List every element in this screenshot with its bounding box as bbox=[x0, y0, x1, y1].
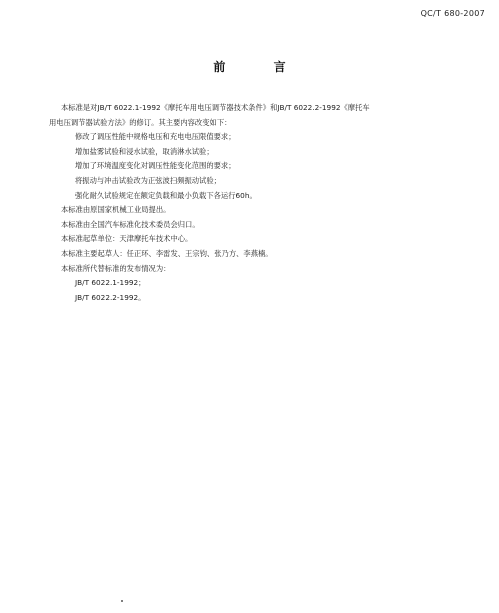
proposer-statement: 本标准由原国家机械工业局提出。 bbox=[61, 205, 171, 215]
history-item-1: JB/T 6022.1-1992； bbox=[75, 278, 146, 288]
foreword-body bbox=[49, 101, 469, 305]
history-intro: 本标准所代替标准的发布情况为： bbox=[61, 263, 171, 273]
change-item-2: 增加盐雾试验和浸水试验，取消淋水试验； bbox=[75, 146, 214, 156]
centralizer-statement: 本标准由全国汽车标准化技术委员会归口。 bbox=[61, 219, 200, 229]
change-item-3: 增加了环境温度变化对调压性能变化范围的要求； bbox=[75, 161, 236, 171]
change-item-5: 强化耐久试验规定在额定负载和最小负载下各运行60h。 bbox=[75, 190, 257, 200]
page-title: 前 言 bbox=[213, 60, 308, 74]
drafters-statement: 本标准主要起草人：任正环、李雷发、王宗钧、张乃方、李燕楠。 bbox=[61, 248, 273, 258]
intro-line-1: 本标准是对JB/T 6022.1-1992《摩托车用电压调节器技术条件》和JB/T 6022.2-1992《摩托车 bbox=[61, 103, 370, 112]
intro-line-2: 用电压调节器试验方法》的修订。其主要内容改变如下： bbox=[49, 117, 232, 127]
history-item-2: JB/T 6022.2-1992。 bbox=[75, 292, 146, 302]
change-item-1: 修改了调压性能中规格电压和充电电压限值要求； bbox=[75, 132, 236, 142]
drafting-unit-statement: 本标准起草单位：天津摩托车技术中心。 bbox=[61, 234, 193, 244]
standard-code: QC/T 680-2007 bbox=[420, 9, 485, 18]
change-item-4: 将振动与冲击试验改为正弦波扫频振动试验； bbox=[75, 175, 221, 185]
page-speck bbox=[121, 600, 123, 602]
